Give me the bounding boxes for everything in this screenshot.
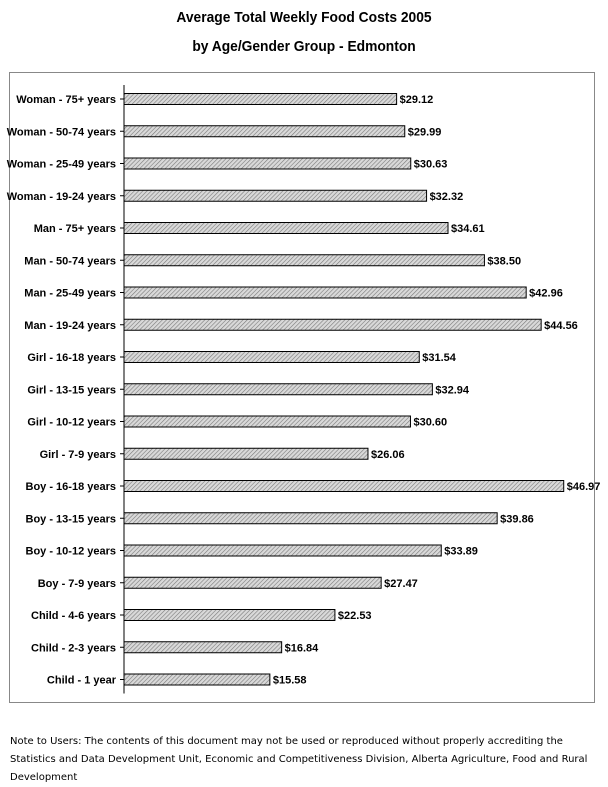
bar — [124, 674, 270, 685]
bar — [124, 126, 405, 137]
data-label: $30.63 — [413, 158, 448, 171]
category-label: Boy - 7-9 years — [37, 577, 116, 590]
data-label: $29.99 — [407, 126, 442, 139]
chart-frame — [6, 72, 601, 703]
data-label: $42.96 — [529, 287, 563, 300]
data-label: $26.06 — [370, 448, 405, 461]
bar — [124, 94, 397, 105]
category-label: Woman - 50-74 years — [6, 126, 116, 139]
data-label: $46.97 — [566, 481, 601, 493]
bar — [124, 319, 541, 330]
category-label: Girl - 13-15 years — [27, 384, 116, 397]
bar — [124, 190, 427, 201]
category-label: Girl - 16-18 years — [27, 352, 116, 364]
category-label: Child - 4-6 years — [31, 610, 116, 622]
footer-note: Note to Users: The contents of this document may not be used or reproduced without properly accrediting the Statistics and Data Development Unit, Economic and Competitiveness Division, Alberta Agriculture, Food and Rural Development — [10, 736, 588, 783]
data-label: $33.89 — [444, 545, 478, 558]
bar — [124, 384, 432, 395]
category-label: Child - 2-3 years — [31, 642, 116, 655]
category-label: Girl - 7-9 years — [39, 448, 116, 461]
bar-chart — [6, 73, 601, 704]
category-label: Boy - 16-18 years — [25, 481, 116, 493]
bar — [124, 481, 564, 492]
category-label: Girl - 10-12 years — [27, 416, 116, 429]
data-label: $34.61 — [451, 223, 485, 235]
data-label: $27.47 — [384, 577, 418, 590]
data-label: $31.54 — [422, 352, 456, 364]
category-label: Man - 25-49 years — [24, 287, 116, 300]
bar — [124, 352, 419, 363]
data-label: $39.86 — [500, 513, 534, 526]
data-label: $38.50 — [487, 255, 522, 268]
category-label: Man - 50-74 years — [24, 255, 116, 268]
category-label: Boy - 10-12 years — [25, 545, 116, 558]
bar — [124, 513, 497, 524]
bar — [124, 545, 441, 556]
data-label: $29.12 — [399, 94, 434, 106]
category-label: Woman - 75+ years — [16, 94, 116, 106]
data-label: $16.84 — [284, 642, 319, 655]
bar — [124, 287, 526, 298]
data-label: $30.60 — [413, 416, 448, 429]
data-label: $15.58 — [272, 674, 307, 687]
bar — [124, 642, 282, 653]
data-label: $32.94 — [435, 384, 470, 397]
category-label: Child - 1 year — [46, 674, 116, 687]
data-label: $22.53 — [337, 610, 372, 622]
data-label: $32.32 — [429, 190, 464, 203]
bar — [124, 158, 411, 169]
category-label: Boy - 13-15 years — [25, 513, 116, 526]
bar — [124, 223, 448, 234]
bar — [124, 610, 335, 621]
data-label: $44.56 — [544, 319, 578, 332]
category-label: Woman - 25-49 years — [6, 158, 116, 171]
chart-title: Average Total Weekly Food Costs 2005 — [176, 9, 432, 26]
bar — [124, 448, 368, 459]
chart-subtitle: by Age/Gender Group - Edmonton — [192, 38, 416, 55]
category-label: Man - 19-24 years — [24, 319, 116, 332]
bar — [124, 255, 484, 266]
category-label: Man - 75+ years — [33, 223, 116, 235]
category-label: Woman - 19-24 years — [6, 190, 116, 203]
bar — [124, 416, 410, 427]
bar — [124, 577, 381, 588]
